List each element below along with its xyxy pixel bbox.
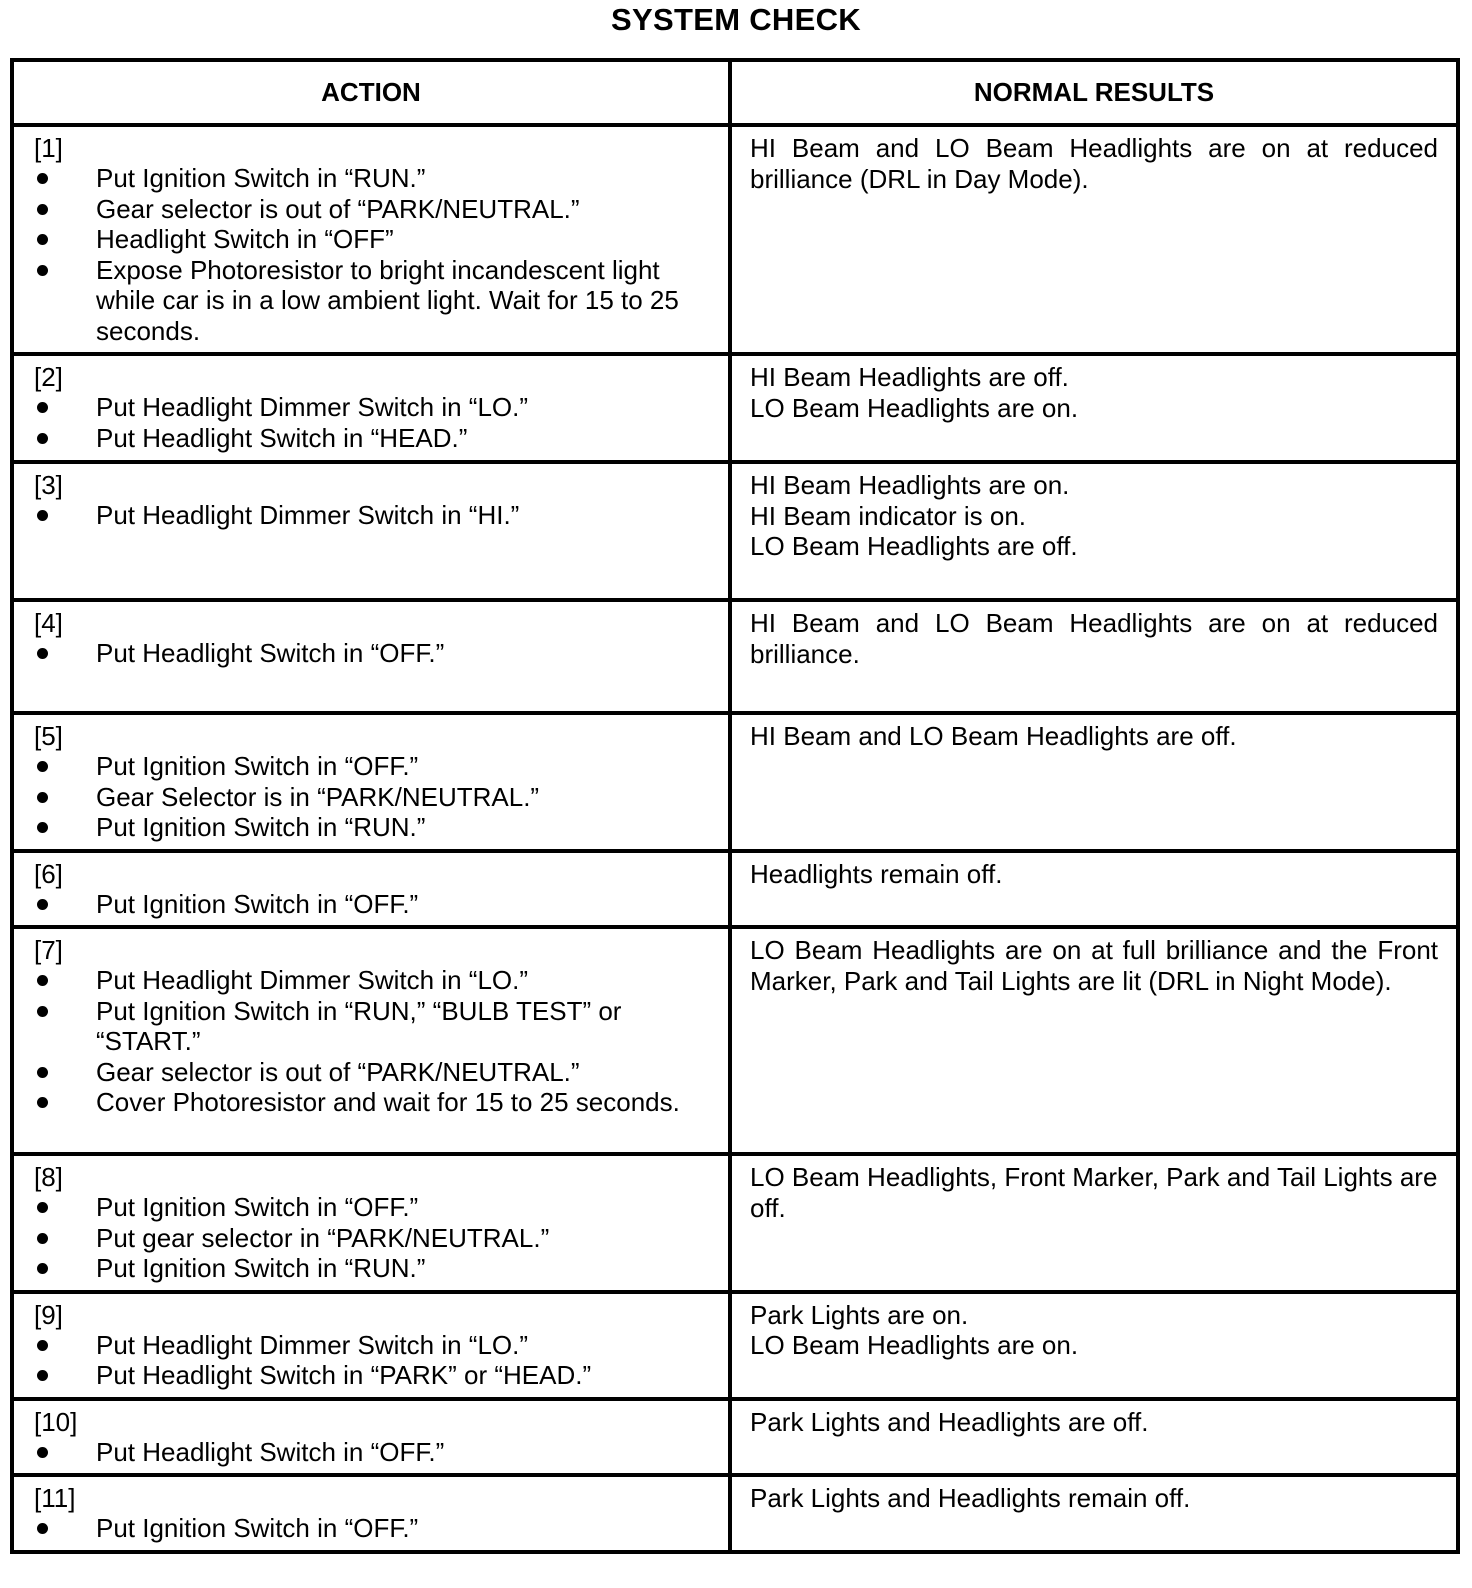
- action-text: Put Headlight Switch in “PARK” or “HEAD.”: [96, 1360, 592, 1390]
- table-header-row: [12, 60, 1458, 125]
- table-row: [12, 354, 1458, 462]
- table-row: [12, 851, 1458, 928]
- result-text: Headlights remain off.: [750, 858, 1003, 889]
- action-item: [34, 751, 718, 782]
- bullet-icon: [37, 1447, 48, 1458]
- bullet-icon: [37, 510, 48, 521]
- bullet-icon: [37, 204, 48, 215]
- table-row: [12, 462, 1458, 600]
- result-text: Park Lights are on.: [750, 1299, 969, 1330]
- action-cell: [12, 851, 730, 928]
- action-cell: [12, 927, 730, 1154]
- action-item: [34, 1087, 718, 1118]
- bullet-icon: [37, 1202, 48, 1213]
- action-text: Gear selector is out of “PARK/NEUTRAL.”: [96, 193, 580, 224]
- action-text: Put Headlight Dimmer Switch in “LO.”: [96, 1329, 529, 1360]
- action-list: [34, 500, 718, 531]
- table-row: [12, 600, 1458, 713]
- result-text: HI Beam indicator is on.: [750, 500, 1027, 531]
- step-number: [11]: [34, 1483, 76, 1513]
- action-list: [34, 1513, 718, 1544]
- action-item: [34, 194, 718, 225]
- table-row: [12, 927, 1458, 1154]
- bullet-icon: [37, 234, 48, 245]
- action-list: [34, 392, 718, 453]
- action-cell: [12, 1292, 730, 1399]
- bullet-icon: [37, 1340, 48, 1351]
- result-cell: [730, 462, 1458, 600]
- action-text: Expose Photoresistor to bright incandescent light while car is in a low ambient light. Wait for 15 to 25 seconds.: [96, 254, 679, 346]
- step-number: [10]: [34, 1406, 78, 1437]
- result-text: Park Lights and Headlights remain off.: [750, 1483, 1191, 1513]
- action-item: [34, 965, 718, 996]
- action-text: Gear selector is out of “PARK/NEUTRAL.”: [96, 1056, 580, 1087]
- result-cell: [730, 354, 1458, 462]
- action-cell: [12, 713, 730, 851]
- bullet-icon: [37, 1097, 48, 1108]
- result-text: HI Beam and LO Beam Headlights are off.: [750, 721, 1237, 751]
- header-normal-results: NORMAL RESULTS: [730, 60, 1458, 125]
- action-text: Put Headlight Switch in “OFF.”: [96, 1436, 445, 1467]
- step-number: [8]: [34, 1162, 63, 1192]
- bullet-icon: [37, 761, 48, 772]
- action-item: [34, 1057, 718, 1088]
- bullet-icon: [37, 975, 48, 986]
- bullet-icon: [37, 899, 48, 910]
- bullet-icon: [37, 402, 48, 413]
- action-text: Put Ignition Switch in “RUN.”: [96, 812, 426, 842]
- bullet-icon: [37, 1370, 48, 1381]
- bullet-icon: [37, 1523, 48, 1534]
- result-cell: [730, 1399, 1458, 1476]
- result-cell: [730, 851, 1458, 928]
- step-number: [4]: [34, 608, 63, 638]
- step-number: [7]: [34, 935, 63, 965]
- action-item: [34, 1437, 718, 1468]
- action-text: Headlight Switch in “OFF”: [96, 224, 394, 254]
- action-item: [34, 812, 718, 843]
- bullet-icon: [37, 1067, 48, 1078]
- action-text: Put gear selector in “PARK/NEUTRAL.”: [96, 1222, 550, 1253]
- result-cell: [730, 1292, 1458, 1399]
- result-cell: [730, 713, 1458, 851]
- action-text: Put Ignition Switch in “OFF.”: [96, 1513, 419, 1543]
- bullet-icon: [37, 648, 48, 659]
- table-row: [12, 125, 1458, 354]
- action-item: [34, 1223, 718, 1254]
- result-cell: [730, 1475, 1458, 1552]
- result-text: LO Beam Headlights are off.: [750, 531, 1078, 561]
- action-item: [34, 996, 718, 1057]
- table-row: [12, 1475, 1458, 1552]
- action-cell: [12, 354, 730, 462]
- result-text: HI Beam Headlights are off.: [750, 362, 1069, 392]
- action-item: [34, 889, 718, 920]
- action-cell: [12, 600, 730, 713]
- result-cell: [730, 125, 1458, 354]
- action-list: [34, 1330, 718, 1391]
- action-item: [34, 1253, 718, 1284]
- action-item: [34, 1330, 718, 1361]
- action-text: Put Ignition Switch in “RUN.”: [96, 1253, 426, 1283]
- action-item: [34, 224, 718, 255]
- action-text: Put Ignition Switch in “OFF.”: [96, 888, 419, 919]
- result-text: HI Beam and LO Beam Headlights are on at reduced brilliance.: [750, 608, 1438, 669]
- action-text: Put Headlight Dimmer Switch in “LO.”: [96, 392, 529, 422]
- bullet-icon: [37, 1233, 48, 1244]
- table-row: [12, 1292, 1458, 1399]
- action-cell: [12, 1399, 730, 1476]
- bullet-icon: [37, 433, 48, 444]
- action-text: Cover Photoresistor and wait for 15 to 25 seconds.: [96, 1087, 680, 1117]
- bullet-icon: [37, 265, 48, 276]
- action-cell: [12, 1154, 730, 1292]
- result-text: LO Beam Headlights, Front Marker, Park and Tail Lights are off.: [750, 1162, 1438, 1223]
- action-text: Put Headlight Switch in “OFF.”: [96, 638, 445, 668]
- result-text: Park Lights and Headlights are off.: [750, 1406, 1149, 1437]
- action-item: [34, 1192, 718, 1223]
- system-check-table: [10, 58, 1460, 1554]
- step-number: [9]: [34, 1299, 63, 1330]
- result-text: LO Beam Headlights are on.: [750, 1330, 1079, 1360]
- result-cell: [730, 1154, 1458, 1292]
- action-item: [34, 500, 718, 531]
- action-list: [34, 965, 718, 1118]
- result-text: HI Beam and LO Beam Headlights are on at reduced brilliance (DRL in Day Mode).: [750, 133, 1438, 194]
- action-cell: [12, 125, 730, 354]
- step-number: [3]: [34, 470, 63, 500]
- result-text: LO Beam Headlights are on.: [750, 392, 1079, 423]
- action-item: [34, 423, 718, 454]
- action-text: Put Headlight Switch in “HEAD.”: [96, 422, 468, 453]
- action-text: Put Ignition Switch in “OFF.”: [96, 1192, 419, 1222]
- action-item: [34, 782, 718, 813]
- header-action: ACTION: [12, 60, 730, 125]
- result-text: HI Beam Headlights are on.: [750, 470, 1070, 500]
- action-cell: [12, 1475, 730, 1552]
- result-cell: [730, 600, 1458, 713]
- action-text: Put Ignition Switch in “RUN,” “BULB TEST” or “START.”: [96, 995, 622, 1056]
- bullet-icon: [37, 792, 48, 803]
- action-list: [34, 751, 718, 843]
- action-item: [34, 255, 718, 347]
- action-list: [34, 638, 718, 669]
- action-item: [34, 163, 718, 194]
- action-cell: [12, 462, 730, 600]
- action-list: [34, 163, 718, 346]
- bullet-icon: [37, 1006, 48, 1017]
- step-number: [1]: [34, 133, 63, 163]
- table-body: [12, 125, 1458, 1552]
- action-list: [34, 1437, 718, 1468]
- result-text: LO Beam Headlights are on at full brilliance and the Front Marker, Park and Tail Lights are lit (DRL in Night Mode).: [750, 935, 1438, 996]
- bullet-icon: [37, 1263, 48, 1274]
- action-item: [34, 392, 718, 423]
- action-item: [34, 1513, 718, 1544]
- bullet-icon: [37, 822, 48, 833]
- page-title: SYSTEM CHECK: [611, 2, 861, 37]
- action-text: Put Ignition Switch in “OFF.”: [96, 751, 419, 781]
- table-row: [12, 713, 1458, 851]
- action-item: [34, 1360, 718, 1391]
- action-item: [34, 638, 718, 669]
- table-row: [12, 1399, 1458, 1476]
- action-list: [34, 1192, 718, 1284]
- step-number: [6]: [34, 858, 63, 889]
- step-number: [5]: [34, 721, 63, 751]
- table-row: [12, 1154, 1458, 1292]
- action-text: Put Headlight Dimmer Switch in “HI.”: [96, 500, 520, 530]
- action-text: Put Headlight Dimmer Switch in “LO.”: [96, 965, 529, 995]
- bullet-icon: [37, 173, 48, 184]
- action-list: [34, 889, 718, 920]
- step-number: [2]: [34, 362, 63, 392]
- action-text: Put Ignition Switch in “RUN.”: [96, 163, 426, 193]
- result-cell: [730, 927, 1458, 1154]
- action-text: Gear Selector is in “PARK/NEUTRAL.”: [96, 781, 540, 812]
